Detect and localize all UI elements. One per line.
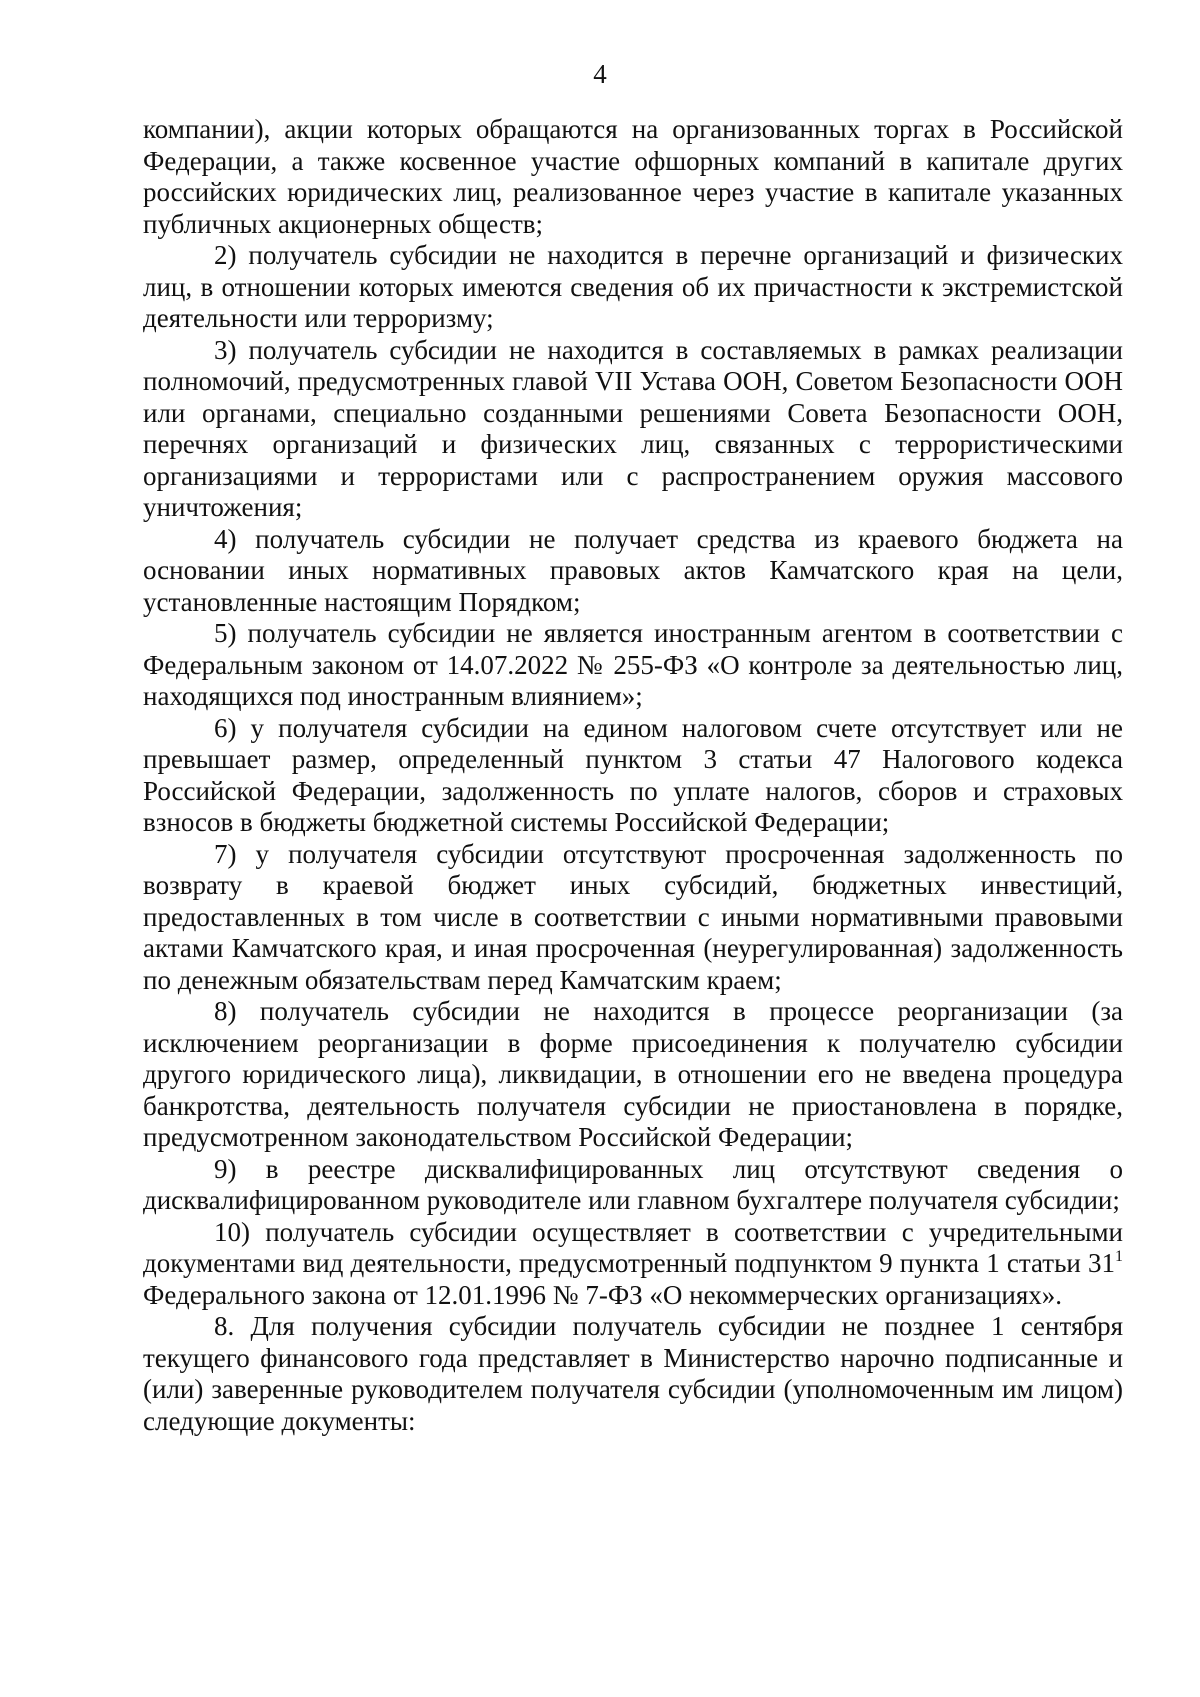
paragraph-item-5: 5) получатель субсидии не является иностранным агентом в соответствии с Федеральным законом от 14.07.2022 № 255-ФЗ «О контроле за деятельностью лиц, находящихся под иностранным влиянием»; [143, 618, 1123, 711]
paragraph-item-3: 3) получатель субсидии не находится в составляемых в рамках реализации полномочий, предусмотренных главой VII Устава ООН, Советом Безопасности ООН или органами, специально созданными решениями Совета Безопасности ООН, перечнях организаций и физических лиц, связанных с террористическими организациями и террористами или с распространением оружия массового уничтожения; [143, 334, 1123, 522]
paragraph-item-6: 6) у получателя субсидии на едином налоговом счете отсутствует или не превышает размер, определенный пунктом 3 статьи 47 Налогового кодекса Российской Федерации, задолженность по уплате налогов, сборов и страховых взносов в бюджеты бюджетной системы Российской Федерации; [143, 712, 1123, 837]
paragraph-item-4: 4) получатель субсидии не получает средства из краевого бюджета на основании иных нормативных правовых актов Камчатского края на цели, установленные настоящим Порядком; [143, 523, 1123, 617]
paragraph-item-9: 9) в реестре дисквалифицированных лиц отсутствуют сведения о дисквалифицированном руководителе или главном бухгалтере получателя субсидии; [143, 1153, 1123, 1215]
document-body [143, 114, 1123, 1437]
paragraph-item-2: 2) получатель субсидии не находится в перечне организаций и физических лиц, в отношении которых имеются сведения об их причастности к экстремистской деятельности или терроризму; [143, 240, 1123, 333]
paragraph-item-10-text-start: 10) получатель субсидии осуществляет в соответствии с учредительными документами вид деятельности, предусмотренный подпунктом 9 пункта 1 статьи 31 [143, 1216, 1123, 1278]
superscript-index: 1 [1115, 1248, 1123, 1265]
paragraph-item-7: 7) у получателя субсидии отсутствуют просроченная задолженность по возврату в краевой бюджет иных субсидий, бюджетных инвестиций, предоставленных в том числе в соответствии с иными нормативными правовыми актами Камчатского края, и иная просроченная (неурегулированная) задолженность по денежным обязательствам перед Камчатским краем; [143, 838, 1123, 995]
paragraph-continuation: компании), акции которых обращаются на организованных торгах в Российской Федерации, а также косвенное участие офшорных компаний в капитале других российских юридических лиц, реализованное через участие в капитале указанных публичных акционерных обществ; [143, 114, 1123, 239]
page-number: 4 [593, 59, 607, 89]
paragraph-item-8: 8) получатель субсидии не находится в процессе реорганизации (за исключением реорганизации в форме присоединения к получателю субсидии другого юридического лица), ликвидации, в отношении его не введена процедура банкротства, деятельность получателя субсидии не приостановлена в порядке, предусмотренном законодательством Российской Федерации; [143, 996, 1123, 1152]
paragraph-item-10 [143, 1217, 1123, 1312]
paragraph-item-10-text-end: Федерального закона от 12.01.1996 № 7-ФЗ «О некоммерческих организациях». [143, 1279, 1063, 1310]
paragraph-section-8: 8. Для получения субсидии получатель субсидии не позднее 1 сентября текущего финансового года представляет в Министерство нарочно подписанные и (или) заверенные руководителем получателя субсидии (уполномоченным им лицом) следующие документы: [143, 1311, 1123, 1436]
